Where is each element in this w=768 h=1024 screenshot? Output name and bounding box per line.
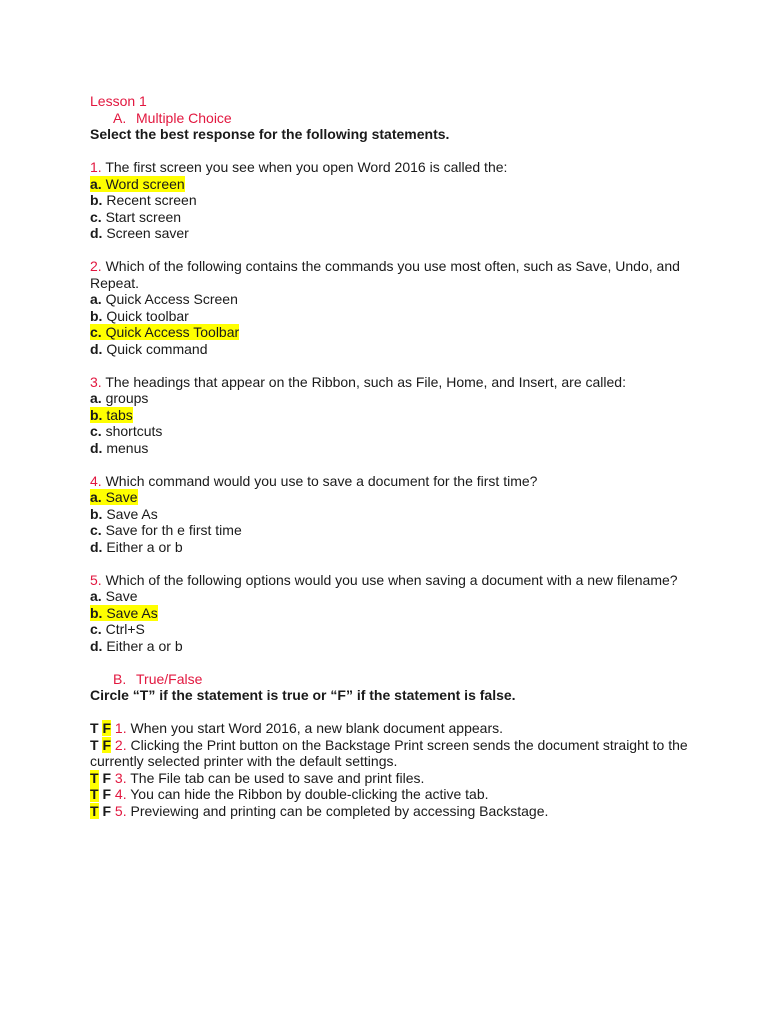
option-text: menus bbox=[106, 439, 149, 456]
option-body bbox=[90, 506, 158, 522]
true-marker: T bbox=[90, 736, 99, 753]
answer-option-correct bbox=[90, 324, 690, 341]
option-letter: a. bbox=[90, 291, 102, 307]
question-number: 4. bbox=[90, 472, 102, 489]
question-number: 3. bbox=[90, 373, 102, 390]
question-text: The headings that appear on the Ribbon, such as File, Home, and Insert, are called: bbox=[105, 373, 626, 390]
option-body bbox=[90, 638, 183, 654]
option-text: Save for th e first time bbox=[105, 522, 242, 538]
false-marker: F bbox=[102, 802, 112, 819]
true-marker: T bbox=[90, 786, 99, 802]
option-text: shortcuts bbox=[105, 423, 163, 439]
true-marker: T bbox=[90, 802, 99, 819]
option-letter: a. bbox=[90, 588, 102, 604]
answer-option-correct bbox=[90, 176, 690, 193]
option-letter: c. bbox=[90, 423, 102, 439]
answer-option-correct bbox=[90, 489, 690, 506]
section-b-heading bbox=[113, 671, 690, 688]
spacer bbox=[90, 242, 690, 259]
true-marker: T bbox=[90, 769, 99, 786]
option-letter: a. bbox=[90, 489, 102, 505]
option-body bbox=[90, 176, 185, 192]
option-text: Quick Access Screen bbox=[105, 291, 238, 307]
option-letter: d. bbox=[90, 637, 103, 654]
section-a-title: Multiple Choice bbox=[136, 109, 232, 126]
option-text: Screen saver bbox=[106, 225, 189, 241]
answer-option-correct bbox=[90, 407, 690, 424]
statement-number: 4. bbox=[114, 786, 127, 802]
question-text: Which of the following contains the commands you use most often, such as Save, Undo, and Repeat. bbox=[90, 258, 680, 291]
option-text: Recent screen bbox=[106, 192, 197, 208]
answer-option bbox=[90, 390, 690, 407]
true-false-item bbox=[90, 720, 690, 737]
answer-option bbox=[90, 440, 690, 457]
question-number: 1. bbox=[90, 159, 102, 175]
answer-option bbox=[90, 291, 690, 308]
answer-option bbox=[90, 621, 690, 638]
option-text: Quick Access Toolbar bbox=[105, 324, 240, 340]
option-text: Quick toolbar bbox=[106, 307, 189, 324]
option-body bbox=[90, 489, 138, 505]
section-b-instruction: Circle “T” if the statement is true or “F” if the statement is false. bbox=[90, 687, 516, 703]
question-text: The first screen you see when you open Word 2016 is called the: bbox=[105, 159, 508, 175]
option-text: Save bbox=[105, 588, 138, 604]
section-b-letter: B. bbox=[113, 670, 127, 687]
false-marker: F bbox=[102, 769, 112, 786]
spacer bbox=[90, 555, 690, 572]
option-text: Save As bbox=[106, 604, 158, 621]
statement-text: Previewing and printing can be completed by accessing Backstage. bbox=[130, 802, 549, 819]
option-text: Word screen bbox=[105, 175, 185, 192]
statement-number: 3. bbox=[114, 769, 127, 786]
multiple-choice-list bbox=[90, 143, 690, 655]
false-marker: F bbox=[102, 786, 112, 802]
true-false-item bbox=[90, 803, 690, 820]
option-body bbox=[90, 440, 148, 456]
option-body bbox=[90, 588, 138, 604]
option-text: Either a or b bbox=[106, 637, 183, 654]
answer-option bbox=[90, 225, 690, 242]
option-letter: b. bbox=[90, 192, 103, 208]
statement-text: When you start Word 2016, a new blank document appears. bbox=[130, 720, 503, 736]
answer-option bbox=[90, 192, 690, 209]
option-letter: c. bbox=[90, 621, 102, 637]
option-body bbox=[90, 522, 242, 538]
false-marker: F bbox=[102, 736, 112, 753]
option-body bbox=[90, 407, 133, 423]
statement-number: 2. bbox=[114, 736, 127, 753]
option-body bbox=[90, 539, 183, 555]
option-letter: c. bbox=[90, 522, 102, 538]
statement-text: You can hide the Ribbon by double-clicking the active tab. bbox=[130, 786, 489, 802]
option-letter: b. bbox=[90, 505, 103, 522]
option-text: Quick command bbox=[106, 340, 208, 357]
question bbox=[90, 159, 690, 176]
question-number: 2. bbox=[90, 258, 102, 274]
option-body bbox=[90, 621, 145, 637]
option-letter: b. bbox=[90, 604, 103, 621]
question-text: Which of the following options would you use when saving a document with a new filename? bbox=[105, 571, 678, 588]
option-letter: b. bbox=[90, 406, 103, 423]
option-text: groups bbox=[105, 390, 149, 406]
option-text: Start screen bbox=[105, 208, 182, 225]
option-letter: d. bbox=[90, 340, 103, 357]
true-false-list bbox=[90, 720, 690, 819]
answer-option-correct bbox=[90, 605, 690, 622]
option-body bbox=[90, 308, 189, 324]
option-letter: d. bbox=[90, 538, 103, 555]
section-a-instruction: Select the best response for the following statements. bbox=[90, 126, 450, 142]
option-body bbox=[90, 324, 239, 340]
question-text: Which command would you use to save a document for the first time? bbox=[105, 472, 538, 489]
section-b-title: True/False bbox=[136, 670, 203, 687]
option-body bbox=[90, 209, 181, 225]
answer-option bbox=[90, 341, 690, 358]
spacer bbox=[90, 143, 690, 160]
true-false-item bbox=[90, 737, 690, 770]
answer-option bbox=[90, 209, 690, 226]
option-body bbox=[90, 423, 162, 439]
true-false-item bbox=[90, 770, 690, 787]
option-text: tabs bbox=[106, 406, 133, 423]
section-a-heading bbox=[113, 110, 690, 127]
option-body bbox=[90, 605, 158, 621]
option-body bbox=[90, 225, 189, 241]
option-letter: c. bbox=[90, 208, 102, 225]
answer-option bbox=[90, 638, 690, 655]
option-letter: c. bbox=[90, 324, 102, 340]
statement-text: The File tab can be used to save and print files. bbox=[130, 769, 425, 786]
option-letter: b. bbox=[90, 307, 103, 324]
question bbox=[90, 473, 690, 490]
spacer bbox=[90, 456, 690, 473]
option-letter: a. bbox=[90, 175, 102, 192]
true-false-item bbox=[90, 786, 690, 803]
option-letter: d. bbox=[90, 225, 103, 241]
option-body bbox=[90, 390, 148, 406]
question bbox=[90, 374, 690, 391]
statement-number: 5. bbox=[114, 802, 127, 819]
false-marker: F bbox=[102, 720, 112, 736]
true-marker: T bbox=[90, 720, 99, 736]
option-letter: a. bbox=[90, 390, 102, 406]
question bbox=[90, 258, 690, 291]
option-text: Save bbox=[105, 489, 138, 505]
answer-option bbox=[90, 308, 690, 325]
answer-option bbox=[90, 423, 690, 440]
option-text: Ctrl+S bbox=[105, 621, 145, 637]
statement-text: Clicking the Print button on the Backstage Print screen sends the document straight to the currently selected printer with the default settings. bbox=[90, 736, 688, 769]
answer-option bbox=[90, 539, 690, 556]
question-number: 5. bbox=[90, 571, 102, 588]
question bbox=[90, 572, 690, 589]
section-b bbox=[90, 671, 690, 704]
option-text: Save As bbox=[106, 505, 158, 522]
option-letter: d. bbox=[90, 439, 103, 456]
spacer bbox=[90, 357, 690, 374]
option-text: Either a or b bbox=[106, 538, 183, 555]
answer-option bbox=[90, 506, 690, 523]
option-body bbox=[90, 341, 208, 357]
option-body bbox=[90, 192, 197, 208]
option-body bbox=[90, 291, 238, 307]
section-a-letter: A. bbox=[113, 109, 127, 126]
answer-option bbox=[90, 588, 690, 605]
lesson-title: Lesson 1 bbox=[90, 93, 147, 109]
answer-option bbox=[90, 522, 690, 539]
statement-number: 1. bbox=[114, 720, 127, 736]
